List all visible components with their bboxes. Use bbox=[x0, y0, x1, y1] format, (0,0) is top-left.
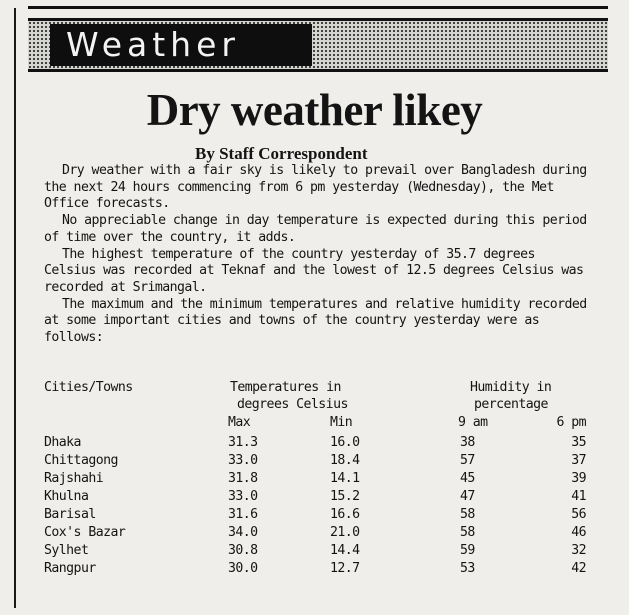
paragraph: The highest temperature of the country yesterday of 35.7 degrees Celsius was recorded at Teknaf and the lowest of 12.5 degrees Celsius was recorded at Srimangal. bbox=[44, 246, 584, 295]
city-cell: Rangpur bbox=[44, 561, 96, 576]
pm-cell: 42 bbox=[571, 561, 586, 576]
pm-cell: 39 bbox=[571, 471, 586, 486]
max-cell: 31.6 bbox=[228, 507, 258, 522]
city-cell: Khulna bbox=[44, 489, 89, 504]
byline: By Staff Correspondent bbox=[195, 144, 368, 163]
max-cell: 30.0 bbox=[228, 561, 258, 576]
section-banner bbox=[28, 18, 608, 72]
pm-cell: 56 bbox=[571, 507, 586, 522]
top-rule bbox=[28, 6, 608, 9]
min-cell: 16.0 bbox=[330, 435, 360, 450]
am-cell: 38 bbox=[460, 435, 475, 450]
section-label: Weather bbox=[50, 24, 312, 66]
min-cell: 12.7 bbox=[330, 561, 360, 576]
min-cell: 15.2 bbox=[330, 489, 360, 504]
humidity-header: Humidity in bbox=[470, 380, 552, 395]
max-cell: 31.8 bbox=[228, 471, 258, 486]
am-cell: 58 bbox=[460, 507, 475, 522]
headline: Dry weather likey bbox=[146, 85, 483, 135]
max-label: Max bbox=[228, 415, 251, 430]
min-cell: 21.0 bbox=[330, 525, 360, 540]
max-cell: 30.8 bbox=[228, 543, 258, 558]
cities-header: Cities/Towns bbox=[44, 380, 133, 395]
paragraph: No appreciable change in day temperature is expected during this period of time over the country, it adds. bbox=[44, 213, 587, 245]
am-label: 9 am bbox=[458, 415, 488, 430]
weather-table bbox=[44, 380, 590, 590]
min-cell: 14.1 bbox=[330, 471, 360, 486]
pm-label: 6 pm bbox=[556, 415, 586, 430]
city-cell: Rajshahi bbox=[44, 471, 104, 486]
am-cell: 45 bbox=[460, 471, 475, 486]
article-body bbox=[44, 163, 590, 347]
am-cell: 58 bbox=[460, 525, 475, 540]
pm-cell: 37 bbox=[571, 453, 586, 468]
max-cell: 33.0 bbox=[228, 453, 258, 468]
am-cell: 59 bbox=[460, 543, 475, 558]
min-cell: 18.4 bbox=[330, 453, 360, 468]
max-cell: 34.0 bbox=[228, 525, 258, 540]
city-cell: Chittagong bbox=[44, 453, 118, 468]
city-cell: Barisal bbox=[44, 507, 96, 522]
pm-cell: 46 bbox=[571, 525, 586, 540]
min-cell: 14.4 bbox=[330, 543, 360, 558]
city-cell: Dhaka bbox=[44, 435, 81, 450]
am-cell: 57 bbox=[460, 453, 475, 468]
am-cell: 53 bbox=[460, 561, 475, 576]
temp-header: degrees Celsius bbox=[237, 397, 348, 412]
min-cell: 16.6 bbox=[330, 507, 360, 522]
pm-cell: 32 bbox=[571, 543, 586, 558]
city-cell: Cox's Bazar bbox=[44, 525, 126, 540]
city-cell: Sylhet bbox=[44, 543, 89, 558]
max-cell: 31.3 bbox=[228, 435, 258, 450]
max-cell: 33.0 bbox=[228, 489, 258, 504]
min-label: Min bbox=[330, 415, 353, 430]
temp-header: Temperatures in bbox=[230, 380, 341, 395]
pm-cell: 35 bbox=[571, 435, 586, 450]
paragraph: The maximum and the minimum temperatures and relative humidity recorded at some important cities and towns of the country yesterday were as follows: bbox=[44, 296, 587, 346]
paragraph: Dry weather with a fair sky is likely to prevail over Bangladesh during the next 24 hours commencing from 6 pm yesterday (Wednesday), the Met Office forecasts. bbox=[44, 163, 587, 212]
am-cell: 47 bbox=[460, 489, 475, 504]
pm-cell: 41 bbox=[571, 489, 586, 504]
humidity-header: percentage bbox=[474, 397, 548, 412]
